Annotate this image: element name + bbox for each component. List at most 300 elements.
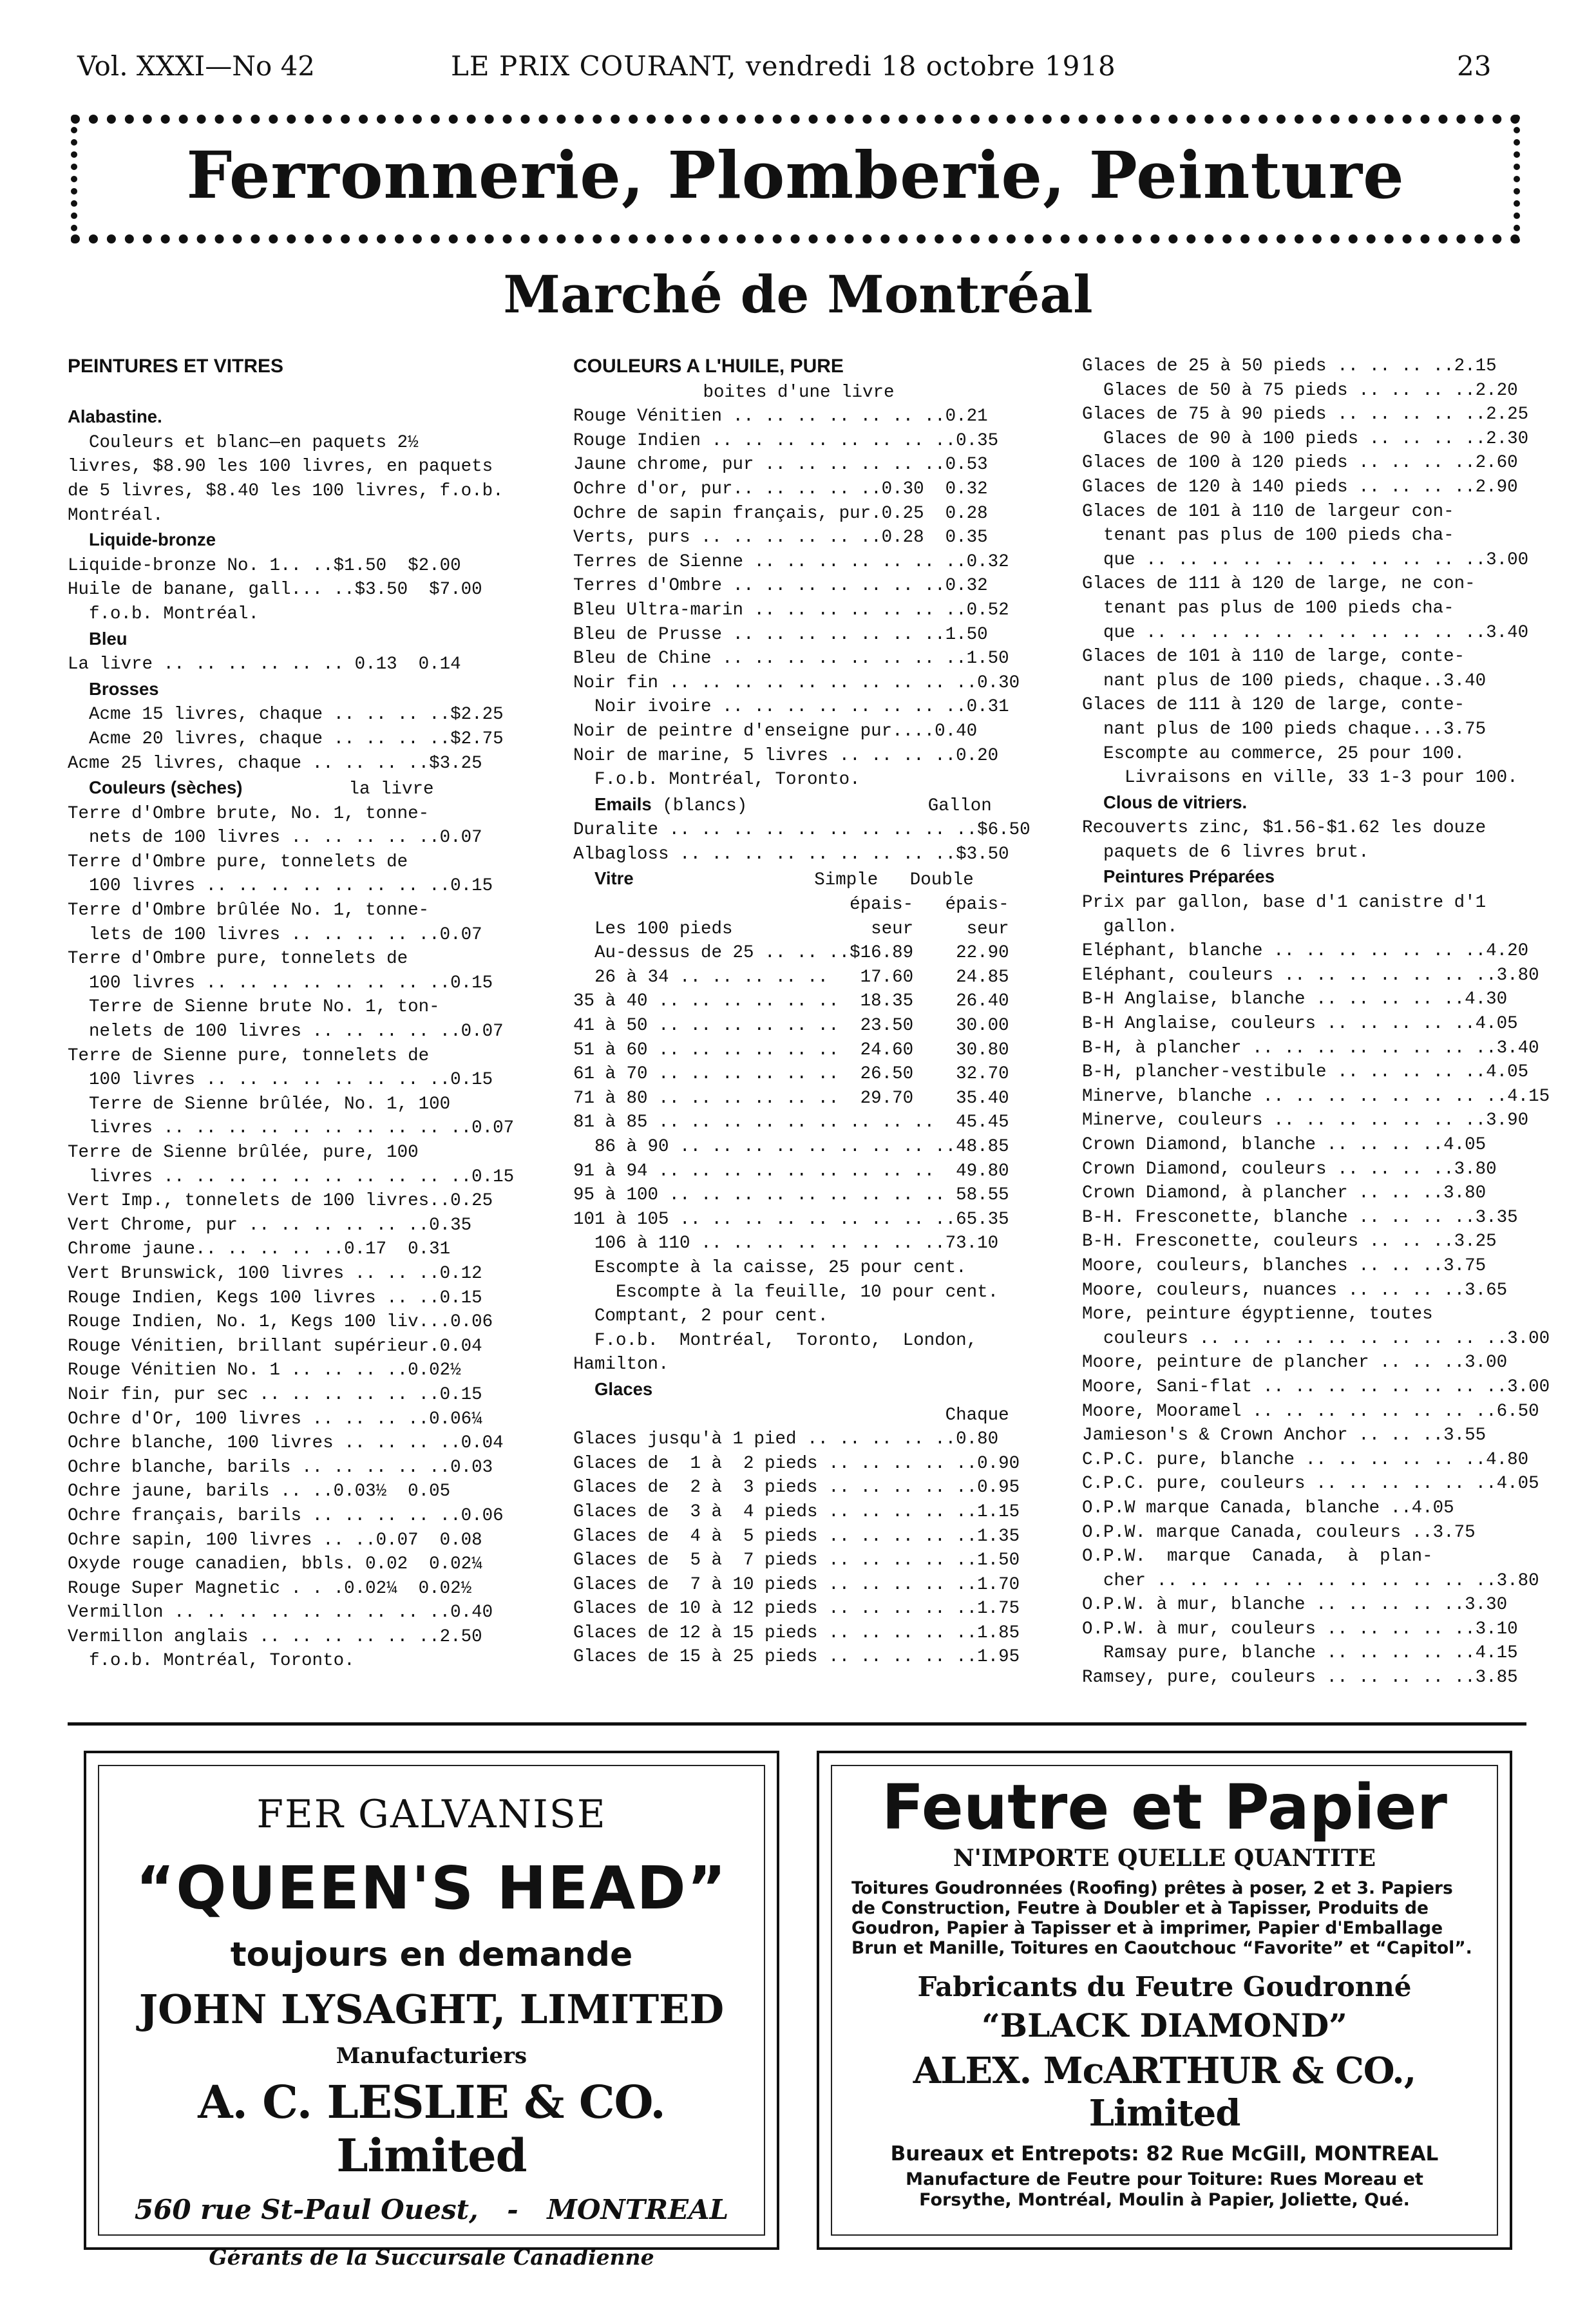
page-number: 23 [1457, 50, 1492, 82]
price-text: Vert Imp., tonnelets de 100 livres..0.25 [68, 1191, 493, 1212]
price-text: Chrome jaune.. .. .. .. ..0.17 0.31 [68, 1239, 451, 1260]
price-text: épais- épais- [573, 895, 1009, 915]
price-text: boites d'une livre [703, 382, 895, 403]
price-line [1082, 1181, 1526, 1206]
subsection-heading: Peintures Préparées [1103, 866, 1275, 887]
price-text: Comptant, 2 pour cent. [573, 1306, 829, 1327]
price-line [68, 850, 512, 875]
price-text: Glaces de 3 à 4 pieds .. .. .. .. ..1.15 [573, 1501, 1020, 1522]
section-title-box [71, 115, 1520, 243]
price-text: F.o.b. Montréal, Toronto, London, [573, 1330, 978, 1351]
price-line [573, 1452, 1024, 1476]
price-text: C.P.C. pure, blanche .. .. .. .. .. ..4.80 [1082, 1449, 1529, 1470]
price-text: Oxyde rouge canadien, bbls. 0.02 0.02¼ [68, 1554, 482, 1575]
subsection-heading: Couleurs (sèches) [89, 777, 243, 798]
price-line [1082, 669, 1526, 694]
price-text: O.P.W. marque Canada, couleurs ..3.75 [1082, 1522, 1476, 1543]
ad-brand-name: “QUEEN'S HEAD” [135, 1854, 728, 1923]
price-line [68, 752, 512, 776]
price-line [1082, 1279, 1526, 1303]
price-line [573, 671, 1024, 696]
subsection-heading: Emails [594, 794, 652, 814]
price-text: Hamilton. [573, 1355, 669, 1375]
price-text: Rouge Vénitien .. .. .. .. .. .. ..0.21 [573, 406, 988, 427]
subsection-heading: Clous de vitriers. [1103, 792, 1248, 812]
ad-city: MONTREAL [547, 2194, 729, 2225]
section-title: Ferronnerie, Plomberie, Peinture [186, 137, 1405, 213]
price-text: 51 à 60 .. .. .. .. .. .. 24.60 30.80 [573, 1040, 1009, 1060]
price-line [573, 1208, 1024, 1232]
price-text: O.P.W. à mur, couleurs .. .. .. .. ..3.10 [1082, 1619, 1518, 1639]
price-text: Noir fin .. .. .. .. .. .. .. .. .. ..0.30 [573, 672, 1020, 693]
price-column-3 [1082, 354, 1550, 1690]
price-text: Crown Diamond, blanche .. .. .. ..4.05 [1082, 1135, 1487, 1155]
price-line [68, 1528, 512, 1553]
price-text: B-H, à plancher .. .. .. .. .. .. .. ..3.40 [1082, 1038, 1539, 1058]
price-line [1082, 766, 1526, 790]
price-text: B-H. Fresconette, couleurs .. .. ..3.25 [1082, 1232, 1497, 1252]
price-text: 41 à 50 .. .. .. .. .. .. 23.50 30.00 [573, 1016, 1009, 1036]
price-text: Ochre jaune, barils .. ..0.03½ 0.05 [68, 1481, 451, 1502]
price-line [1082, 987, 1526, 1012]
price-line [1082, 1302, 1526, 1327]
price-text: Vert Chrome, pur .. .. .. .. .. ..0.35 [68, 1215, 472, 1235]
price-line [573, 1500, 1024, 1525]
price-text: Escompte à la caisse, 25 pour cent. [573, 1257, 967, 1278]
volume-number: Vol. XXXI—No 42 [77, 50, 316, 82]
price-text: Vermillon .. .. .. .. .. .. .. .. ..0.40 [68, 1603, 493, 1623]
price-line [573, 477, 1024, 502]
price-column-2 [573, 354, 1031, 1670]
price-line [1082, 1060, 1529, 1085]
price-line [68, 899, 512, 923]
price-line [68, 776, 512, 802]
price-line [573, 1597, 1024, 1621]
price-line [1082, 1400, 1539, 1424]
price-line [573, 1427, 1024, 1452]
price-text: Terres d'Ombre .. .. .. .. .. .. ..0.32 [573, 576, 988, 596]
price-line [1082, 1012, 1526, 1036]
price-text: Noir de peintre d'enseigne pur....0.40 [573, 721, 978, 741]
price-text: Eléphant, couleurs .. .. .. .. .. .. ..3.80 [1082, 965, 1539, 985]
price-text: Glaces de 4 à 5 pieds .. .. .. .. ..1.35 [573, 1526, 1020, 1546]
price-line [68, 1020, 512, 1044]
price-line [1082, 451, 1526, 475]
price-text: Rouge Vénitien, brillant supérieur.0.04 [68, 1336, 482, 1356]
price-line [68, 1068, 512, 1092]
price-text: Bleu de Prusse .. .. .. .. .. .. ..1.50 [573, 624, 988, 645]
price-line [68, 1456, 512, 1480]
price-line [68, 1262, 512, 1286]
column-heading: PEINTURES ET VITRES [68, 356, 284, 377]
price-text: Escompte à la feuille, 10 pour cent. [573, 1282, 999, 1302]
price-text: Ochre français, barils .. .. .. .. ..0.06 [68, 1505, 504, 1526]
price-text: 101 à 105 .. .. .. .. .. .. .. .. ..65.35 [573, 1209, 1009, 1230]
price-text: More, peinture égyptienne, toutes [1082, 1304, 1433, 1325]
price-line [573, 354, 1024, 381]
price-text: cher .. .. .. .. .. .. .. .. .. .. ..3.80 [1082, 1570, 1539, 1591]
price-text: Ramsay pure, blanche .. .. .. .. ..4.15 [1082, 1643, 1518, 1664]
price-text: Rouge Vénitien No. 1 .. .. .. ..0.02½ [68, 1360, 461, 1381]
price-line [573, 526, 1024, 550]
ad-tagline: toujours en demande [230, 1936, 633, 1974]
price-line [68, 431, 512, 455]
price-text: Verts, purs .. .. .. .. .. ..0.28 0.35 [573, 528, 988, 548]
price-text: Glaces de 111 à 120 de large, ne con- [1082, 574, 1476, 595]
price-line [68, 1504, 512, 1528]
price-line [68, 1383, 512, 1407]
page-header [0, 50, 1596, 95]
price-text: 100 livres .. .. .. .. .. .. .. ..0.15 [68, 1070, 493, 1090]
price-line [573, 1110, 1024, 1135]
price-line [68, 923, 512, 947]
ad-brand-name: “BLACK DIAMOND” [982, 2006, 1347, 2044]
price-text: 61 à 70 .. .. .. .. .. .. 26.50 32.70 [573, 1064, 1009, 1085]
price-line [68, 578, 512, 602]
ad-manufacturer-line: Fabricants du Feutre Goudronné [917, 1971, 1412, 2003]
price-line [68, 1625, 512, 1650]
price-line [68, 1552, 512, 1577]
price-line [573, 1062, 1024, 1087]
price-line [573, 623, 1024, 647]
price-text: tenant pas plus de 100 pieds cha- [1082, 598, 1454, 618]
price-text: 35 à 40 .. .. .. .. .. .. 18.35 26.40 [573, 991, 1009, 1012]
price-text: gallon. [1082, 917, 1178, 937]
ad-inner-border [831, 1765, 1498, 2236]
price-text: f.o.b. Montréal. [68, 604, 260, 624]
price-text: Acme 15 livres, chaque .. .. .. ..$2.25 [68, 705, 504, 725]
price-text: Minerve, couleurs .. .. .. .. .. .. ..3.90 [1082, 1110, 1529, 1131]
price-text: Terres de Sienne .. .. .. .. .. .. ..0.32 [573, 551, 1009, 572]
price-text: Ochre blanche, barils .. .. .. .. ..0.03 [68, 1457, 493, 1478]
price-line [573, 1038, 1024, 1063]
subsection-heading: Alabastine. [68, 406, 162, 427]
price-line [68, 677, 512, 703]
price-text: Bleu de Chine .. .. .. .. .. .. .. ..1.50 [573, 649, 1009, 669]
price-line [1082, 621, 1529, 645]
price-line [68, 1165, 515, 1190]
price-text: Terre de Sienne brûlée, pure, 100 [68, 1143, 419, 1163]
price-line [1082, 645, 1526, 669]
subsection-heading: Liquide-bronze [89, 529, 216, 550]
price-text: Acme 25 livres, chaque .. .. .. ..$3.25 [68, 753, 482, 774]
price-line [68, 404, 512, 431]
price-line [1082, 1375, 1550, 1400]
price-line [1082, 915, 1526, 940]
price-line [573, 598, 1024, 623]
ad-inner-border [98, 1765, 765, 2270]
price-line [1082, 427, 1529, 452]
price-line [573, 768, 1024, 792]
price-text: C.P.C. pure, couleurs .. .. .. .. .. ..4.05 [1082, 1474, 1539, 1494]
price-text: Montréal. [68, 505, 164, 526]
price-text: Prix par gallon, base d'1 canistre d'1 [1082, 893, 1487, 913]
ad-manufacturer-label: Manufacturiers [336, 2043, 527, 2069]
price-text: 81 à 85 .. .. .. .. .. .. .. .. .. 45.45 [573, 1112, 1009, 1133]
price-line [1082, 1472, 1539, 1496]
price-text: Terre de Sienne brute No. 1, ton- [68, 997, 440, 1018]
price-line [1082, 1085, 1550, 1109]
price-text: Escompte au commerce, 25 pour 100. [1082, 743, 1465, 764]
price-text: Rouge Super Magnetic . . .0.02¼ 0.02½ [68, 1578, 472, 1599]
price-text: Terre d'Ombre pure, tonnelets de [68, 852, 408, 872]
column-heading: COULEURS A L'HUILE, PURE [573, 356, 844, 377]
ad-agent-address [99, 2194, 764, 2225]
price-line [1082, 524, 1526, 548]
price-text: livres .. .. .. .. .. .. .. .. .. ..0.07 [68, 1118, 515, 1139]
price-line [1082, 1569, 1539, 1594]
price-line [1082, 1230, 1526, 1254]
price-line [1082, 1617, 1526, 1642]
price-text: Eléphant, blanche .. .. .. .. .. .. ..4.20 [1082, 941, 1529, 962]
price-line [573, 966, 1024, 990]
price-line [68, 1480, 512, 1504]
price-line [573, 429, 1024, 453]
price-line [1082, 403, 1529, 427]
price-line [68, 971, 512, 996]
price-text: Ochre de sapin français, pur.0.25 0.28 [573, 503, 988, 524]
price-text: Couleurs et blanc—en paquets 2½ [68, 432, 419, 453]
price-line [573, 1353, 1024, 1377]
price-text: Recouverts zinc, $1.56-$1.62 les douze [1082, 818, 1487, 839]
price-text: livres .. .. .. .. .. .. .. .. .. ..0.15 [68, 1166, 515, 1187]
price-line [1082, 1593, 1526, 1617]
price-line [573, 744, 1024, 768]
price-line [68, 995, 512, 1020]
price-line [573, 647, 1024, 671]
price-line [68, 528, 512, 554]
price-line [68, 1044, 512, 1069]
price-line [68, 1358, 512, 1383]
price-text: que .. .. .. .. .. .. .. .. .. .. ..3.00 [1082, 549, 1529, 570]
price-line [68, 1141, 512, 1165]
price-text: Noir fin, pur sec .. .. .. .. .. ..0.15 [68, 1384, 482, 1405]
price-text: B-H Anglaise, blanche .. .. .. .. ..4.30 [1082, 989, 1508, 1010]
price-line [68, 602, 512, 627]
price-line [573, 1087, 1024, 1111]
price-text: Glaces de 1 à 2 pieds .. .. .. .. ..0.90 [573, 1453, 1020, 1474]
price-text: B-H. Fresconette, blanche .. .. .. ..3.35 [1082, 1207, 1518, 1228]
price-line [68, 479, 512, 504]
price-text: Minerve, blanche .. .. .. .. .. .. .. ..4.15 [1082, 1086, 1550, 1107]
price-line [573, 502, 1024, 526]
price-text: Glaces de 5 à 7 pieds .. .. .. .. ..1.50 [573, 1550, 1020, 1571]
price-line [1082, 841, 1526, 865]
price-line [573, 1232, 1024, 1256]
price-line [1082, 742, 1526, 766]
price-line [573, 792, 1024, 819]
price-text: Vert Brunswick, 100 livres .. .. ..0.12 [68, 1263, 482, 1284]
subsection-heading: Glaces [594, 1378, 653, 1399]
price-text: F.o.b. Montréal, Toronto. [573, 770, 860, 790]
price-line [68, 947, 512, 971]
price-text: Albagloss .. .. .. .. .. .. .. .. ..$3.50 [573, 844, 1009, 864]
price-text: lets de 100 livres .. .. .. .. ..0.07 [68, 924, 482, 945]
price-text: 100 livres .. .. .. .. .. .. .. ..0.15 [68, 876, 493, 897]
price-line [573, 1159, 1024, 1184]
price-text: Simple Double [633, 870, 974, 891]
price-line [1082, 964, 1539, 988]
price-text: de 5 livres, $8.40 les 100 livres, f.o.b. [68, 481, 504, 501]
ad-office-address: Bureaux et Entrepots: 82 Rue McGill, MONTREAL [890, 2142, 1439, 2165]
price-line [68, 826, 512, 850]
price-text [1082, 794, 1103, 814]
price-text: nelets de 100 livres .. .. .. .. ..0.07 [68, 1022, 504, 1042]
price-line [573, 719, 1024, 744]
price-line [573, 917, 1024, 942]
price-line [1082, 572, 1526, 596]
price-text: f.o.b. Montréal, Toronto. [68, 1651, 355, 1671]
price-text: Chaque [573, 1405, 1009, 1425]
advertisement-queens-head [84, 1751, 779, 2270]
price-line [573, 1377, 1024, 1404]
price-line [573, 818, 1031, 842]
price-line [68, 1407, 512, 1432]
price-line [1082, 500, 1526, 524]
price-text: nant plus de 100 pieds, chaque..3.40 [1082, 671, 1487, 691]
section-divider [68, 1722, 1526, 1726]
price-text: Glaces de 111 à 120 de large, conte- [1082, 695, 1465, 716]
price-line [573, 842, 1024, 867]
price-line [573, 941, 1024, 966]
publication-date-line: LE PRIX COURANT, vendredi 18 octobre 1918 [451, 50, 1116, 82]
price-text: Glaces de 7 à 10 pieds .. .. .. .. ..1.70 [573, 1574, 1020, 1595]
price-line [573, 550, 1024, 575]
price-line [1082, 1666, 1526, 1690]
price-text: Terre de Sienne pure, tonnelets de [68, 1045, 430, 1066]
ad-manufacturer: JOHN LYSAGHT, LIMITED [138, 1986, 725, 2033]
price-text: Glaces de 101 à 110 de large, conte- [1082, 647, 1465, 667]
price-text: Rouge Indien, No. 1, Kegs 100 liv...0.06 [68, 1312, 493, 1333]
price-line [573, 404, 1024, 429]
price-line [573, 989, 1024, 1014]
price-line [573, 1548, 1024, 1573]
price-text: Ochre blanche, 100 livres .. .. .. ..0.04 [68, 1433, 504, 1454]
ad-address-separator: - [507, 2194, 518, 2225]
price-text: O.P.W marque Canada, blanche ..4.05 [1082, 1498, 1454, 1518]
price-text: Glaces de 101 à 110 de largeur con- [1082, 501, 1454, 522]
ad-factory-address: Manufacture de Feutre pour Toiture: Rues Moreau et Forsythe, Montréal, Moulin à Papier, Joliette, Qué. [906, 2169, 1423, 2210]
price-line [1082, 718, 1526, 742]
price-text: Terre de Sienne brûlée, No. 1, 100 [68, 1094, 451, 1114]
price-line [573, 1476, 1024, 1500]
price-line [68, 1189, 512, 1213]
price-text: 95 à 100 .. .. .. .. .. .. .. .. .. 58.55 [573, 1185, 1009, 1206]
price-text: Glaces jusqu'à 1 pied .. .. .. .. ..0.80 [573, 1429, 999, 1450]
price-text: Crown Diamond, couleurs .. .. .. ..3.80 [1082, 1159, 1497, 1179]
price-text: Huile de banane, gall... ..$3.50 $7.00 [68, 580, 482, 600]
price-line [573, 1304, 1024, 1329]
ad-company-name: ALEX. McARTHUR & CO., Limited [913, 2050, 1416, 2135]
price-text [68, 531, 89, 551]
price-line [1082, 1157, 1526, 1182]
price-line [573, 381, 1024, 405]
price-line [68, 1286, 512, 1311]
price-text: Ochre d'Or, 100 livres .. .. .. ..0.06¼ [68, 1409, 482, 1429]
price-line [1082, 548, 1529, 573]
price-text: 100 livres .. .. .. .. .. .. .. ..0.15 [68, 973, 493, 993]
price-text: tenant pas plus de 100 pieds cha- [1082, 526, 1454, 546]
price-line [1082, 891, 1526, 915]
price-line [68, 727, 512, 752]
price-text: paquets de 6 livres brut. [1082, 842, 1369, 862]
price-text: Vermillon anglais .. .. .. .. .. ..2.50 [68, 1626, 482, 1647]
price-line [573, 695, 1024, 719]
price-line [573, 1621, 1024, 1646]
price-text [68, 779, 89, 799]
ad-product-line: FER GALVANISE [256, 1792, 607, 1837]
price-line [68, 1116, 515, 1141]
price-line [573, 1645, 1024, 1670]
price-line [68, 455, 512, 479]
price-text: Glaces de 100 à 120 pieds .. .. .. ..2.60 [1082, 453, 1518, 473]
price-text: Glaces de 90 à 100 pieds .. .. .. ..2.30 [1082, 428, 1529, 449]
price-text: Ochre d'or, pur.. .. .. .. ..0.30 0.32 [573, 479, 988, 499]
price-text: Glaces de 50 à 75 pieds .. .. .. ..2.20 [1082, 380, 1518, 401]
price-line [68, 1237, 512, 1262]
price-line [573, 1183, 1024, 1208]
price-line [68, 627, 512, 653]
price-line [573, 1280, 1024, 1305]
price-text: Terre d'Ombre pure, tonnelets de [68, 949, 408, 969]
price-text: O.P.W. à mur, blanche .. .. .. .. ..3.30 [1082, 1595, 1508, 1615]
price-line [68, 703, 512, 727]
price-line [68, 802, 512, 826]
ad-footer-note: Gérants de la Succursale Canadienne [209, 2245, 654, 2270]
price-line [1082, 1641, 1526, 1666]
price-text: Glaces de 25 à 50 pieds .. .. .. ..2.15 [1082, 356, 1497, 376]
price-text: Noir de marine, 5 livres .. .. .. ..0.20 [573, 745, 999, 766]
price-text: B-H Anglaise, couleurs .. .. .. .. ..4.05 [1082, 1014, 1518, 1034]
price-line [68, 381, 512, 405]
price-text: Duralite .. .. .. .. .. .. .. .. .. ..$6.50 [573, 820, 1031, 841]
price-line [573, 1014, 1024, 1038]
price-text: que .. .. .. .. .. .. .. .. .. .. ..3.40 [1082, 622, 1529, 643]
price-text: 106 à 110 .. .. .. .. .. .. .. ..73.10 [573, 1233, 999, 1254]
price-text: Moore, couleurs, blanches .. .. ..3.75 [1082, 1255, 1487, 1276]
price-line [1082, 1327, 1550, 1351]
subsection-heading: Bleu [89, 628, 128, 649]
price-text: Glaces de 2 à 3 pieds .. .. .. .. ..0.95 [573, 1478, 1020, 1498]
ad-product-list: Toitures Goudronnées (Roofing) prêtes à poser, 2 et 3. Papiers de Construction, Feutre à Doubler et à Tapisser, Produits de Goudron, Papier à Tapisser et à imprimer, Papier d'Emballage Brun et Manille, Toitures en Caoutchouc “Favorite” et “Capitol”. [851, 1878, 1472, 1958]
price-text: 91 à 94 .. .. .. .. .. .. .. .. .. 49.80 [573, 1161, 1009, 1181]
price-line [1082, 1423, 1526, 1448]
price-line [1082, 790, 1526, 817]
price-line [68, 354, 512, 381]
price-line [1082, 816, 1526, 841]
price-text: Noir ivoire .. .. .. .. .. .. .. ..0.31 [573, 697, 1009, 718]
price-text: Glaces de 120 à 140 pieds .. .. .. ..2.90 [1082, 477, 1518, 497]
price-line [573, 1525, 1024, 1549]
price-text: 71 à 80 .. .. .. .. .. .. 29.70 35.40 [573, 1088, 1009, 1109]
price-text: nets de 100 livres .. .. .. .. ..0.07 [68, 828, 482, 848]
price-text: Glaces de 75 à 90 pieds .. .. .. .. ..2.25 [1082, 404, 1529, 425]
price-text: Acme 20 livres, chaque .. .. .. ..$2.75 [68, 728, 504, 749]
price-text [573, 1381, 594, 1401]
price-text: Rouge Indien .. .. .. .. .. .. .. ..0.35 [573, 430, 999, 451]
price-text: Terre d'Ombre brûlée No. 1, tonne- [68, 900, 430, 921]
price-line [68, 1431, 512, 1456]
price-line [68, 1335, 512, 1359]
price-text: Rouge Indien, Kegs 100 livres .. ..0.15 [68, 1288, 482, 1308]
price-line [68, 1213, 512, 1238]
price-text: la livre [242, 779, 434, 800]
price-line [1082, 1351, 1526, 1375]
price-line [1082, 1545, 1526, 1569]
subsection-heading: Vitre [594, 868, 634, 889]
price-text: Moore, Mooramel .. .. .. .. .. .. .. ..6.50 [1082, 1401, 1539, 1422]
price-text: B-H, plancher-vestibule .. .. .. .. ..4.05 [1082, 1062, 1529, 1083]
